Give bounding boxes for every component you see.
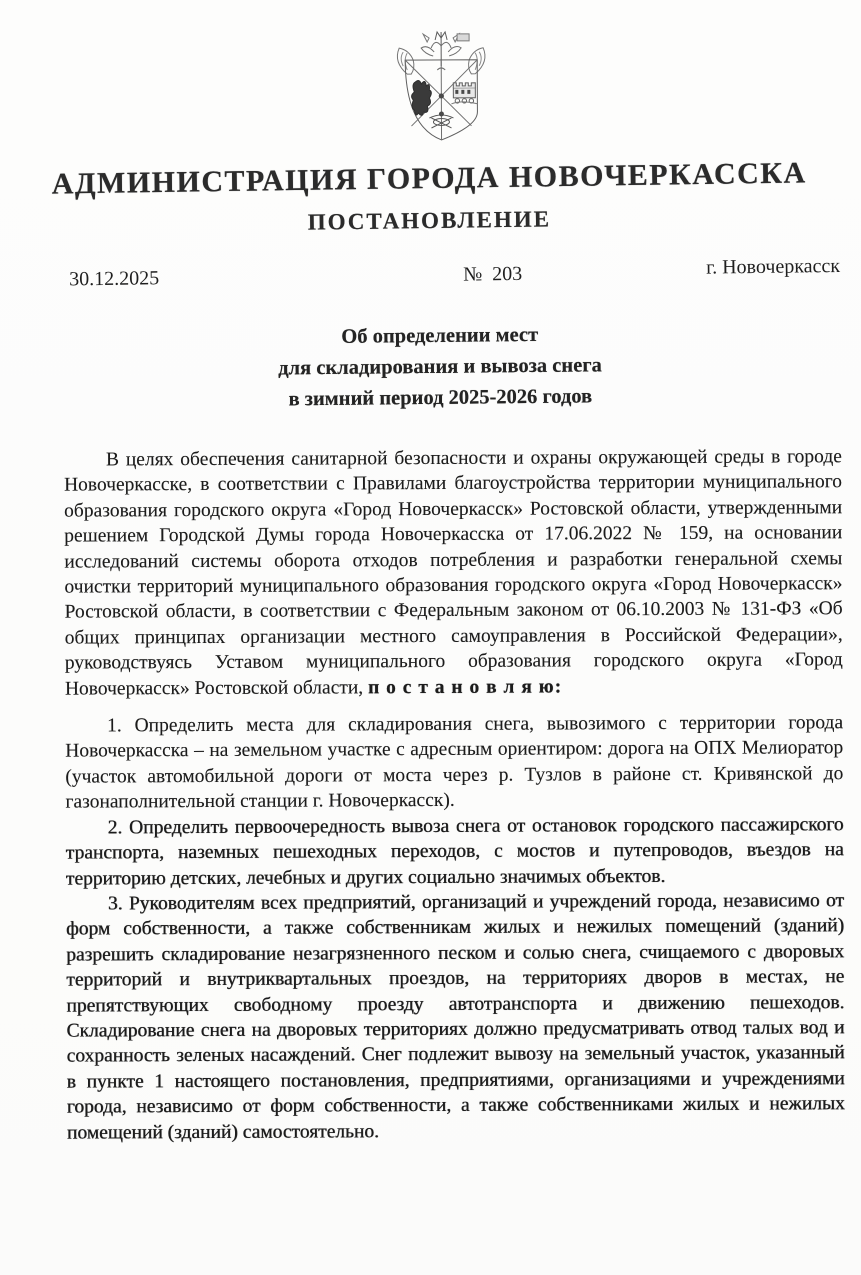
document-type-title: ПОСТАНОВЛЕНИЕ: [307, 206, 552, 235]
preamble-text: В целях обеспечения санитарной безопасности и охраны окружающей среды в городе Новочеркасске, в соответствии с Правилами благоустройства территории муниципального образования городского округа «Город Новочеркасск» Ростовской области, утвержденными решением Городской Думы города Новочеркасска от 17.06.2022 № 159, на основании исследований системы оборота отходов потребления и разработки генеральной схемы очистки территорий муниципального образования городского округа «Город Новочеркасск» Ростовской области, в соответствии с Федеральным законом от 06.10.2003 № 131-ФЗ «Об общих принципах организации местного самоуправления в Российской Федерации», руководствуясь Уставом муниципального образования городского округа «Город Новочеркасск» Ростовской области,: [64, 446, 843, 700]
coat-of-arms-graphic: [391, 26, 492, 146]
document-date: 30.12.2025: [69, 267, 160, 291]
organization-name: АДМИНИСТРАЦИЯ ГОРОДА НОВОЧЕРКАССКА: [51, 156, 807, 201]
decree-item-3: 3. Руководителям всех предприятий, организаций и учреждений города, независимо от форм собственности, а также собственникам жилых и нежилых помещений (зданий) разрешить складирование незагрязненного песком и солью снега, счищаемого с дворовых территорий и внутриквартальных проездов, на территориях дворов в местах, не препятствующих свободному проезду автотранспорта и движению пешеходов. Складирование снега на дворовых территориях должно предусматривать отвод талых вод и сохранность зеленых насаждений. Снег подлежит вывозу на земельный участок, указанный в пункте 1 настоящего постановления, предприятиями, организациями и учреждениями города, независимо от форм собственности, а также собственниками жилых и нежилых помещений (зданий) самостоятельно.: [65, 890, 845, 1144]
document-meta-row: [0, 254, 860, 293]
preamble-paragraph: [64, 444, 843, 701]
resolve-word: п о с т а н о в л я ю:: [367, 676, 563, 698]
decree-item-2: 2. Определить первоочередность вывоза снега от остановок городского пассажирского транспорта, наземных пешеходных переходов, с мостов и путепроводов, въездов на территорию детских, лечебных и других социально значимых объектов.: [65, 813, 844, 890]
document-subject: Об определении мест для складирования и вывоза снега в зимний период 2025-2026 годов: [278, 323, 602, 411]
decree-item-1: 1. Определить места для складирования снега, вывозимого с территории города Новочеркасска – на земельном участке с адресным ориентиром: дорога на ОПХ Мелиоратор (участок автомобильной дороги от моста через р. Тузлов в районе ст. Кривянской до газонаполнительной станции г. Новочеркасск).: [65, 712, 844, 813]
document-place: г. Новочеркасск: [706, 254, 841, 279]
novocherkassk-coat-of-arms-icon: [391, 26, 492, 146]
document-body: [0, 444, 861, 1146]
document-number: № 203: [463, 262, 523, 286]
